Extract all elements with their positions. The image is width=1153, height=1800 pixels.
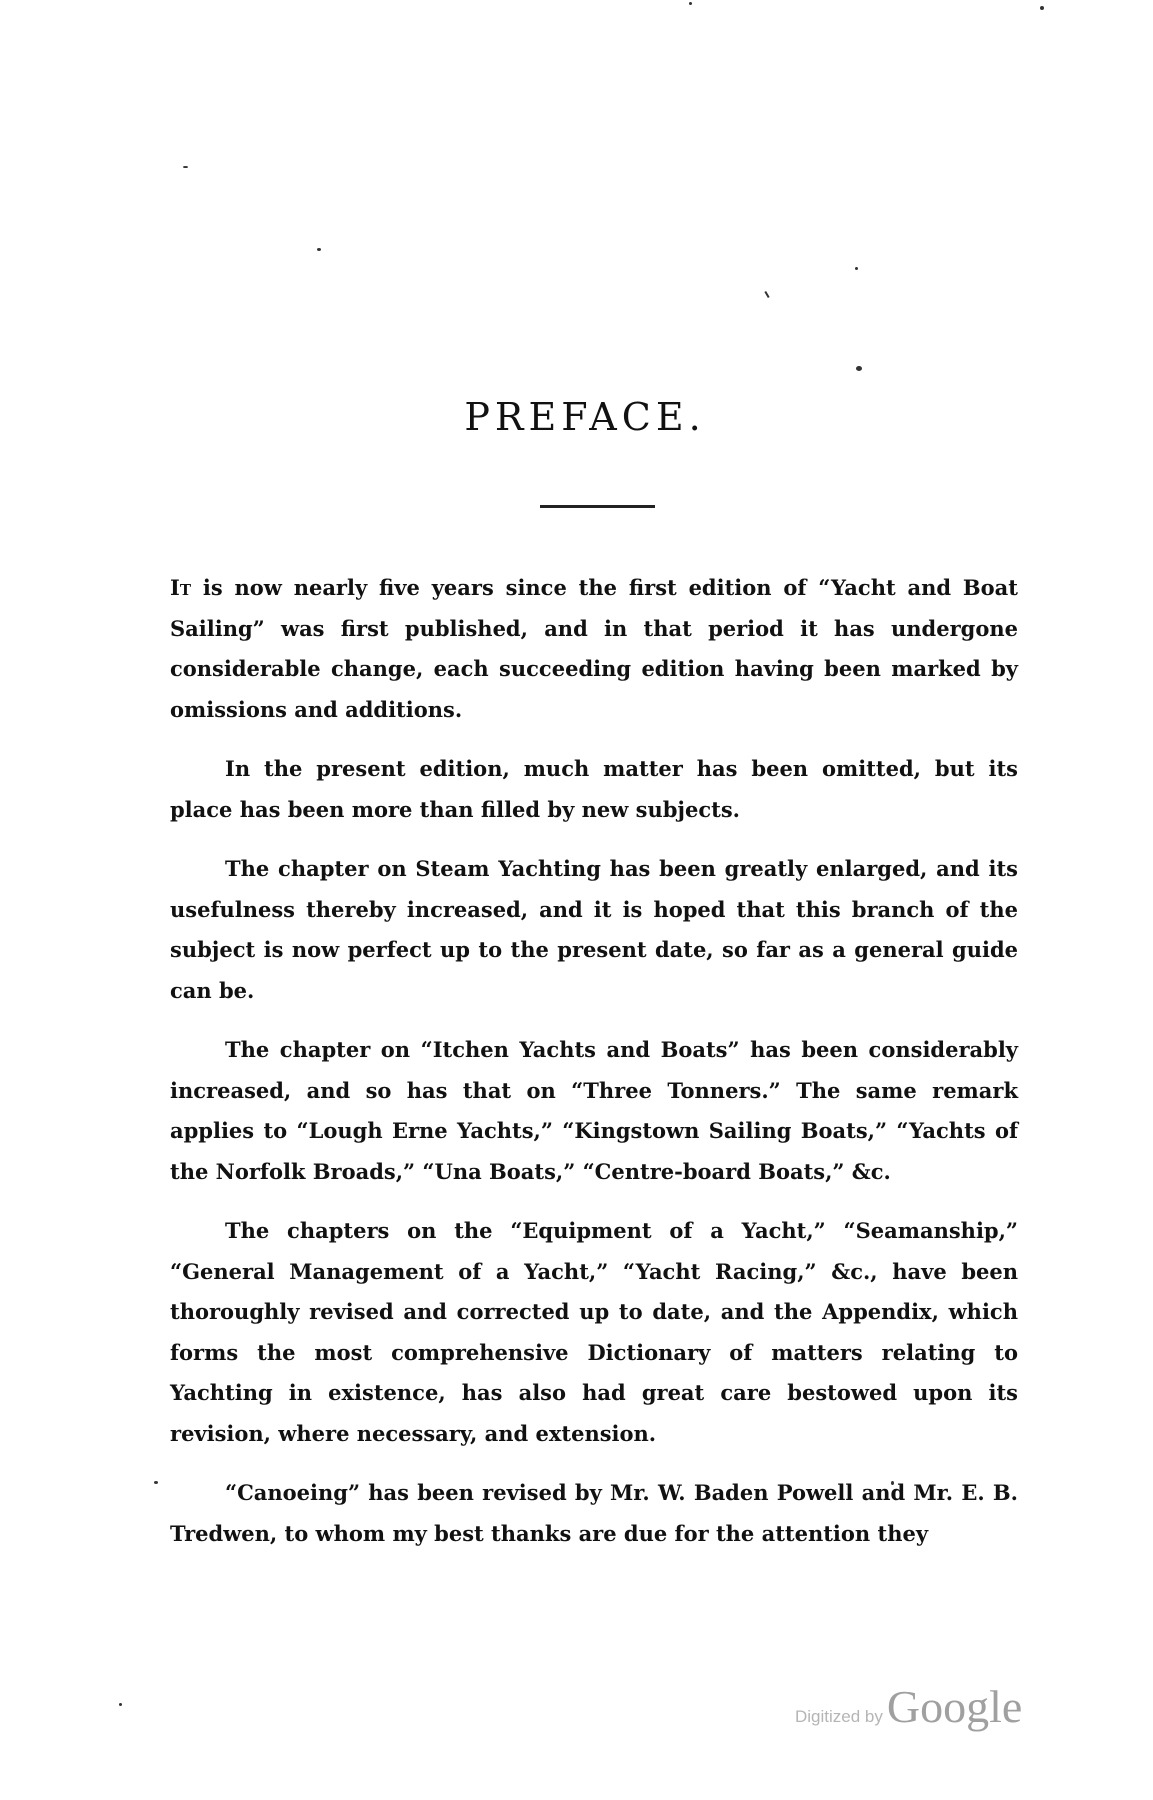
scan-speck bbox=[183, 166, 188, 168]
scan-speck bbox=[154, 1481, 158, 1484]
scan-speck bbox=[856, 366, 862, 371]
title-rule bbox=[540, 505, 655, 508]
paragraph: The chapters on the “Equipment of a Yacht,” “Seamanship,” “General Management of a Yacht,” “Yacht Racing,” &c., have been thoroughly revised and corrected up to date, and the Appendix, which forms the most comprehensive Dictionary of matters relating to Yachting in existence, has also had great care bestowed upon its revision, where necessary, and extension. bbox=[170, 1218, 1018, 1446]
scan-speck bbox=[119, 1703, 122, 1706]
paragraph: The chapter on “Itchen Yachts and Boats” has been considerably increased, and so has that on “Three Tonners.” The same remark applies to “Lough Erne Yachts,” “Kingstown Sailing Boats,” “Yachts of the Norfolk Broads,” “Una Boats,” “Centre-board Boats,” &c. bbox=[170, 1037, 1018, 1184]
scan-speck bbox=[1040, 6, 1044, 10]
google-logo: Google bbox=[886, 1681, 1023, 1732]
scan-speck bbox=[855, 267, 858, 270]
lead-word: It bbox=[170, 575, 191, 600]
page-title: PREFACE. bbox=[464, 395, 706, 439]
paragraph bbox=[170, 568, 1018, 730]
paragraph: “Canoeing” has been revised by Mr. W. Baden Powell and Mr. E. B. Tredwen, to whom my best thanks are due for the attention they bbox=[170, 1480, 1018, 1546]
preface-body bbox=[170, 568, 1018, 1573]
scan-speck bbox=[689, 2, 692, 5]
paragraph: The chapter on Steam Yachting has been greatly enlarged, and its usefulness thereby increased, and it is hoped that this branch of the subject is now perfect up to the present date, so far as a general guide can be. bbox=[170, 856, 1018, 1003]
paragraph: In the present edition, much matter has been omitted, but its place has been more than filled by new subjects. bbox=[170, 756, 1018, 822]
scan-speck bbox=[764, 291, 769, 298]
digitized-watermark bbox=[795, 1680, 1022, 1733]
watermark-prefix: Digitized by bbox=[795, 1707, 883, 1726]
paragraph-text: is now nearly five years since the first edition of “Yacht and Boat Sailing” was first published, and in that period it has undergone considerable change, each succeeding edition having been marked by omissions and additions. bbox=[170, 575, 1018, 722]
scan-speck bbox=[317, 248, 321, 251]
